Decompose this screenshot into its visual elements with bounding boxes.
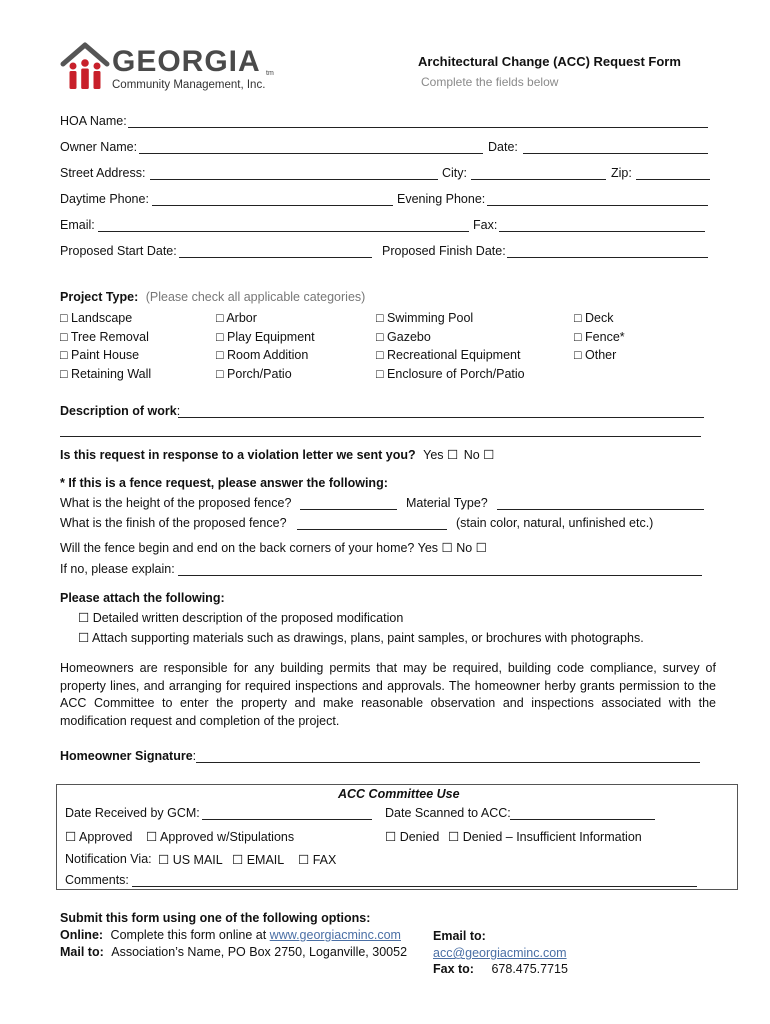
fence-explain-label: If no, please explain: (60, 562, 175, 576)
fax-label: Fax: (473, 218, 498, 232)
project-column-1 (60, 309, 151, 383)
daytime-phone-label: Daytime Phone: (60, 192, 149, 206)
start-date-label: Proposed Start Date: (60, 244, 177, 258)
fence-explain-field[interactable] (178, 575, 702, 576)
description-label: Description of work (60, 404, 177, 418)
description-field-line-1[interactable] (178, 417, 704, 418)
checkbox-porch-patio[interactable]: □ Porch/Patio (216, 366, 292, 381)
email-label: Email: (60, 218, 95, 232)
committee-title: ACC Committee Use (338, 787, 460, 801)
checkbox-approved[interactable]: ☐ Approved (65, 830, 133, 844)
description-field-line-2[interactable] (60, 436, 701, 437)
fax-to-row (433, 962, 568, 976)
attach-item-description[interactable]: ☐ Detailed written description of the proposed modification (78, 611, 404, 625)
project-type-label: Project Type: (60, 290, 139, 304)
checkbox-swimming-pool[interactable]: □ Swimming Pool (376, 311, 474, 325)
violation-no-option[interactable]: No ☐ (463, 448, 495, 462)
checkbox-denied-insufficient[interactable]: ☐ Denied – Insufficient Information (448, 830, 642, 844)
finish-date-field[interactable] (507, 257, 708, 258)
mail-label: Mail to: (60, 945, 104, 959)
checkbox-us-mail[interactable]: ☐ US MAIL (158, 853, 223, 867)
project-column-4 (574, 309, 625, 365)
email-field[interactable] (98, 231, 469, 232)
date-label: Date: (488, 140, 518, 154)
notification-label: Notification Via: (65, 852, 152, 866)
date-scanned-label: Date Scanned to ACC: (385, 806, 511, 820)
fence-heading: * If this is a fence request, please answer the following: (60, 476, 388, 490)
fence-corners-yes-option[interactable]: Yes ☐ (417, 541, 453, 555)
checkbox-recreational-equipment[interactable]: □ Recreational Equipment (376, 348, 521, 363)
fence-material-label: Material Type? (406, 496, 488, 510)
online-label: Online: (60, 928, 104, 942)
project-type-heading (60, 290, 365, 304)
fence-corners-row (60, 540, 487, 555)
fax-field[interactable] (499, 231, 705, 232)
online-text: Complete this form online at (110, 928, 267, 942)
checkbox-fence[interactable]: □ Fence* (574, 329, 625, 344)
attach-heading: Please attach the following: (60, 591, 225, 605)
fence-finish-label: What is the finish of the proposed fence? (60, 516, 287, 530)
violation-question-row (60, 447, 494, 462)
checkbox-arbor[interactable]: □ Arbor (216, 311, 257, 325)
checkbox-email[interactable]: ☐ EMAIL (232, 853, 285, 867)
start-date-field[interactable] (179, 257, 372, 258)
daytime-phone-field[interactable] (152, 205, 393, 206)
mail-text: Association’s Name, PO Box 2750, Loganville, 30052 (111, 945, 408, 959)
submit-heading: Submit this form using one of the following options: (60, 911, 371, 925)
form-title: Architectural Change (ACC) Request Form (418, 54, 681, 69)
logo-wordmark: GEORGIA (112, 45, 261, 78)
checkbox-denied[interactable]: ☐ Denied (385, 830, 440, 844)
hoa-name-field[interactable] (128, 127, 708, 128)
owner-name-field[interactable] (139, 153, 483, 154)
checkbox-room-addition[interactable]: □ Room Addition (216, 348, 309, 363)
logo-subtitle: Community Management, Inc. (112, 79, 266, 91)
date-scanned-field[interactable] (510, 819, 655, 820)
fence-material-field[interactable] (497, 509, 704, 510)
zip-label: Zip: (611, 166, 632, 180)
checkbox-landscape[interactable]: □ Landscape (60, 311, 133, 325)
checkbox-paint-house[interactable]: □ Paint House (60, 348, 140, 363)
signature-label: Homeowner Signature (60, 749, 193, 763)
date-received-field[interactable] (202, 819, 372, 820)
checkbox-deck[interactable]: □ Deck (574, 311, 614, 325)
evening-phone-field[interactable] (487, 205, 708, 206)
submit-mail-row (60, 945, 407, 959)
fax-to-label: Fax to: (433, 962, 474, 976)
comments-label: Comments: (65, 873, 129, 887)
violation-yes-option[interactable]: Yes ☐ (423, 448, 459, 462)
checkbox-retaining-wall[interactable]: □ Retaining Wall (60, 366, 152, 381)
evening-phone-label: Evening Phone: (397, 192, 486, 206)
checkbox-enclosure-porch-patio[interactable]: □ Enclosure of Porch/Patio (376, 366, 525, 381)
fence-height-field[interactable] (300, 509, 397, 510)
logo-house-icon (60, 42, 110, 92)
project-column-2 (216, 309, 315, 383)
finish-date-label: Proposed Finish Date: (382, 244, 506, 258)
disclaimer-paragraph: Homeowners are responsible for any building permits that may be required, building code compliance, survey of property lines, and arranging for required inspections and approvals. The homeowner herby grants permission to the ACC Committee to enter the property and make reasonable observation and inspections associated with the modification request and completion of the project. (60, 661, 716, 728)
email-to-label: Email to: (433, 929, 486, 943)
fence-corners-no-option[interactable]: No ☐ (456, 541, 487, 555)
violation-question: Is this request in response to a violation letter we sent you? (60, 448, 416, 462)
attach-item-materials[interactable]: ☐ Attach supporting materials such as drawings, plans, paint samples, or brochures with photographs. (78, 631, 644, 645)
checkbox-approved-stipulations[interactable]: ☐ Approved w/Stipulations (146, 830, 295, 844)
owner-name-label: Owner Name: (60, 140, 138, 154)
city-field[interactable] (471, 179, 606, 180)
project-type-hint: (Please check all applicable categories) (145, 290, 366, 304)
city-label: City: (442, 166, 467, 180)
checkbox-play-equipment[interactable]: □ Play Equipment (216, 329, 315, 344)
submit-online-row (60, 928, 401, 942)
email-to-link[interactable]: acc@georgiacminc.com (433, 946, 567, 960)
checkbox-fax[interactable]: ☐ FAX (298, 853, 337, 867)
project-column-3 (376, 309, 525, 383)
description-heading: Description of work: (60, 404, 181, 418)
fence-height-label: What is the height of the proposed fence? (60, 496, 292, 510)
comments-field[interactable] (132, 886, 697, 887)
online-link[interactable]: www.georgiacminc.com (269, 928, 401, 942)
form-subtitle: Complete the fields below (421, 75, 559, 89)
date-field[interactable] (523, 153, 708, 154)
street-label: Street Address: (60, 166, 146, 180)
date-received-label: Date Received by GCM: (65, 806, 200, 820)
fence-finish-hint: (stain color, natural, unfinished etc.) (456, 516, 654, 530)
fence-finish-field[interactable] (297, 529, 447, 530)
zip-field[interactable] (636, 179, 710, 180)
checkbox-tree-removal[interactable]: □ Tree Removal (60, 329, 149, 344)
fence-corners-question: Will the fence begin and end on the back corners of your home? (60, 541, 415, 555)
logo-trademark: tm (266, 70, 274, 77)
signature-heading: Homeowner Signature: (60, 749, 197, 763)
checkbox-other[interactable]: □ Other (574, 348, 617, 363)
fax-to-value: 678.475.7715 (491, 962, 568, 976)
hoa-name-label: HOA Name: (60, 114, 127, 128)
signature-field[interactable] (196, 762, 700, 763)
checkbox-gazebo[interactable]: □ Gazebo (376, 329, 431, 344)
street-field[interactable] (150, 179, 438, 180)
